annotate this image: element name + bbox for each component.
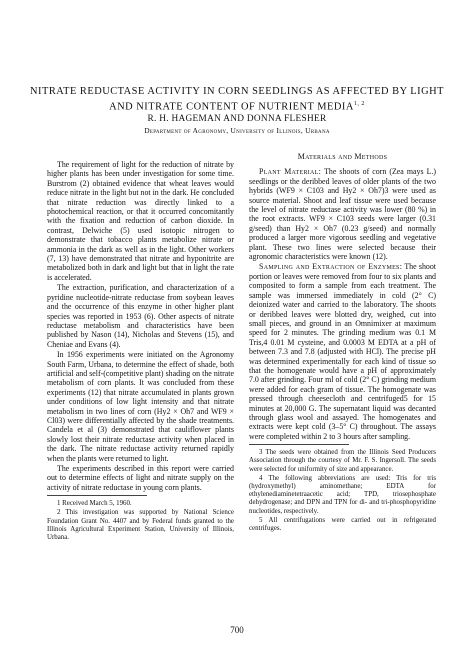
paragraph: The experiments described in this report were carried out to determine effects of light and nitrate supply on the activity of nitrate reductase in young corn plants. [47,464,234,492]
paragraph: In 1956 experiments were initiated on the Agronomy South Farm, Urbana, to determine the effect of shade, both artificial and self-(competitive plant) shading on the nitrate metabolism of corn plants. It was concluded from these experiments (12) that nitrate accumulated in plants grown under conditions of low light intensity and that nitrate metabolism in two lines of corn (Hy2 × Oh7 and WF9 × Cl03) were differentially affected by the shade treatments. Candela et al (3) demonstrated that cauliflower plants slowly lost their nitrate reductase activity when placed in the dark. The nitrate reductase activity returned rapidly when the plants were returned to light. [47,350,234,463]
title-line-2: AND NITRATE CONTENT OF NUTRIENT MEDIA [109,101,354,113]
section-heading: Materials and Methods [297,152,388,161]
paragraph-lead: Sampling and Extraction of Enzymes: [259,262,403,272]
footnote-divider [47,495,147,496]
paragraph-plant-material [249,167,436,261]
paragraph: The extraction, purification, and characterization of a pyridine nucleotide-nitrate reductase from soybean leaves and the occurrence of this enzyme in other higher plant species was reported in 1953 (6). Other aspects of nitrate reductase metabolism and characteristics have been published by Nason (14), Nicholas and Stevens (15), and Cheniae and Evans (4). [47,283,234,349]
footnote: 5 All centrifugations were carried out in refrigerated centrifuges. [249,516,436,533]
footnote: 4 The following abbreviations are used: Tris for tris (hydroxymethyl) aminomethane; EDTA for ethylenediaminetetraacetic acid; TPD, triosephosphate dehydrogenase; and DPN and TPN for di- and tri-phosphopyridine nucleotides, respectively. [249,474,436,515]
article-title [20,86,454,113]
affiliation: Department of Agronomy, University of Illinois, Urbana [144,126,330,135]
page-number: 700 [230,625,244,635]
left-column [47,160,234,543]
paragraph: The requirement of light for the reduction of nitrate by higher plants has been under investigation for some time. Burstrom (2) obtained evidence that wheat leaves would reduce nitrate in the light but not in the dark. He concluded that nitrate reduction was directly linked to a photochemical reaction, or that it occurred concomitantly with the fixation and reduction of carbon dioxide. In contrast, Delwiche (5) used isotopic nitrogen to demonstrate that tobacco plants metabolize nitrate or ammonia in the dark as well as in the light. Other workers (7, 13) have demonstrated that nitrate and hyponitrite are metabolized both in dark and light but that in light the rate is accelerated. [47,160,234,282]
paragraph-sampling [249,262,436,441]
paragraph-text: The shoots of corn (Zea mays L.) seedlings or the deribbed leaves of older plants of the two hybrids (WF9 × C103 and Hy2 × Oh7)3 were used as source material. Shoot and leaf tissue were used because the level of nitrate reductase activity was lower (80 %) in the root extracts. WF9 × C103 seeds were larger (0.31 g/seed) than Hy2 × Oh7 (0.23 g/seed) and normally produced a larger more vigorous seedling and vegetative plant. These two lines were selected because their agronomic characteristics were known (12). [249,167,436,262]
title-footnote-marks: 1, 2 [353,101,365,107]
footnote: 1 Received March 5, 1960. [57,500,132,508]
footnote: 2 This investigation was supported by National Science Foundation Grant No. 4407 and by Federal funds granted to the Illinois Agricultural Experiment Station, University of Illinois, Urbana. [47,509,234,542]
title-line-1: NITRATE REDUCTASE ACTIVITY IN CORN SEEDLINGS AS AFFECTED BY LIGHT [30,86,444,97]
paragraph-text: The shoot portion or leaves were removed from four to six plants and composited to form a sample from each treatment. The sample was immersed immediately in cold (2° C) deionized water and carried to the laboratory. The shoots or deribbed leaves were blotted dry, weighed, cut into small pieces, and ground in an Omnimixer at maximum speed for 2 minutes. The grinding medium was 0.1 M Tris,4 0.01 M cysteine, and 0.0003 M EDTA at a pH of between 7.3 and 7.8 (adjusted with HCl). The precise pH was determined experimentally for each kind of tissue so that the homogenate would have a pH of approximately 7.0 after grinding. Four ml of cold (2° C) grinding medium were added for each gram of tissue. The homogenate was pressed through cheesecloth and centrifuged5 for 15 minutes at 20,000 G. The supernatant liquid was decanted through glass wool and assayed. The homogenates and extracts were kept cold (3–5° C) throughout. The assays were completed within 2 to 3 hours after sampling. [249,262,436,441]
right-column [249,152,436,534]
footnote: 3 The seeds were obtained from the Illinois Seed Producers Association through the courtesy of Mr. F. S. Ingersoll. The seeds were selected for uniformity of size and appearance. [249,449,436,473]
footnote-divider [249,444,349,445]
authors: R. H. HAGEMAN AND DONNA FLESHER [147,114,327,124]
paragraph-lead: Plant Material: [259,167,322,177]
